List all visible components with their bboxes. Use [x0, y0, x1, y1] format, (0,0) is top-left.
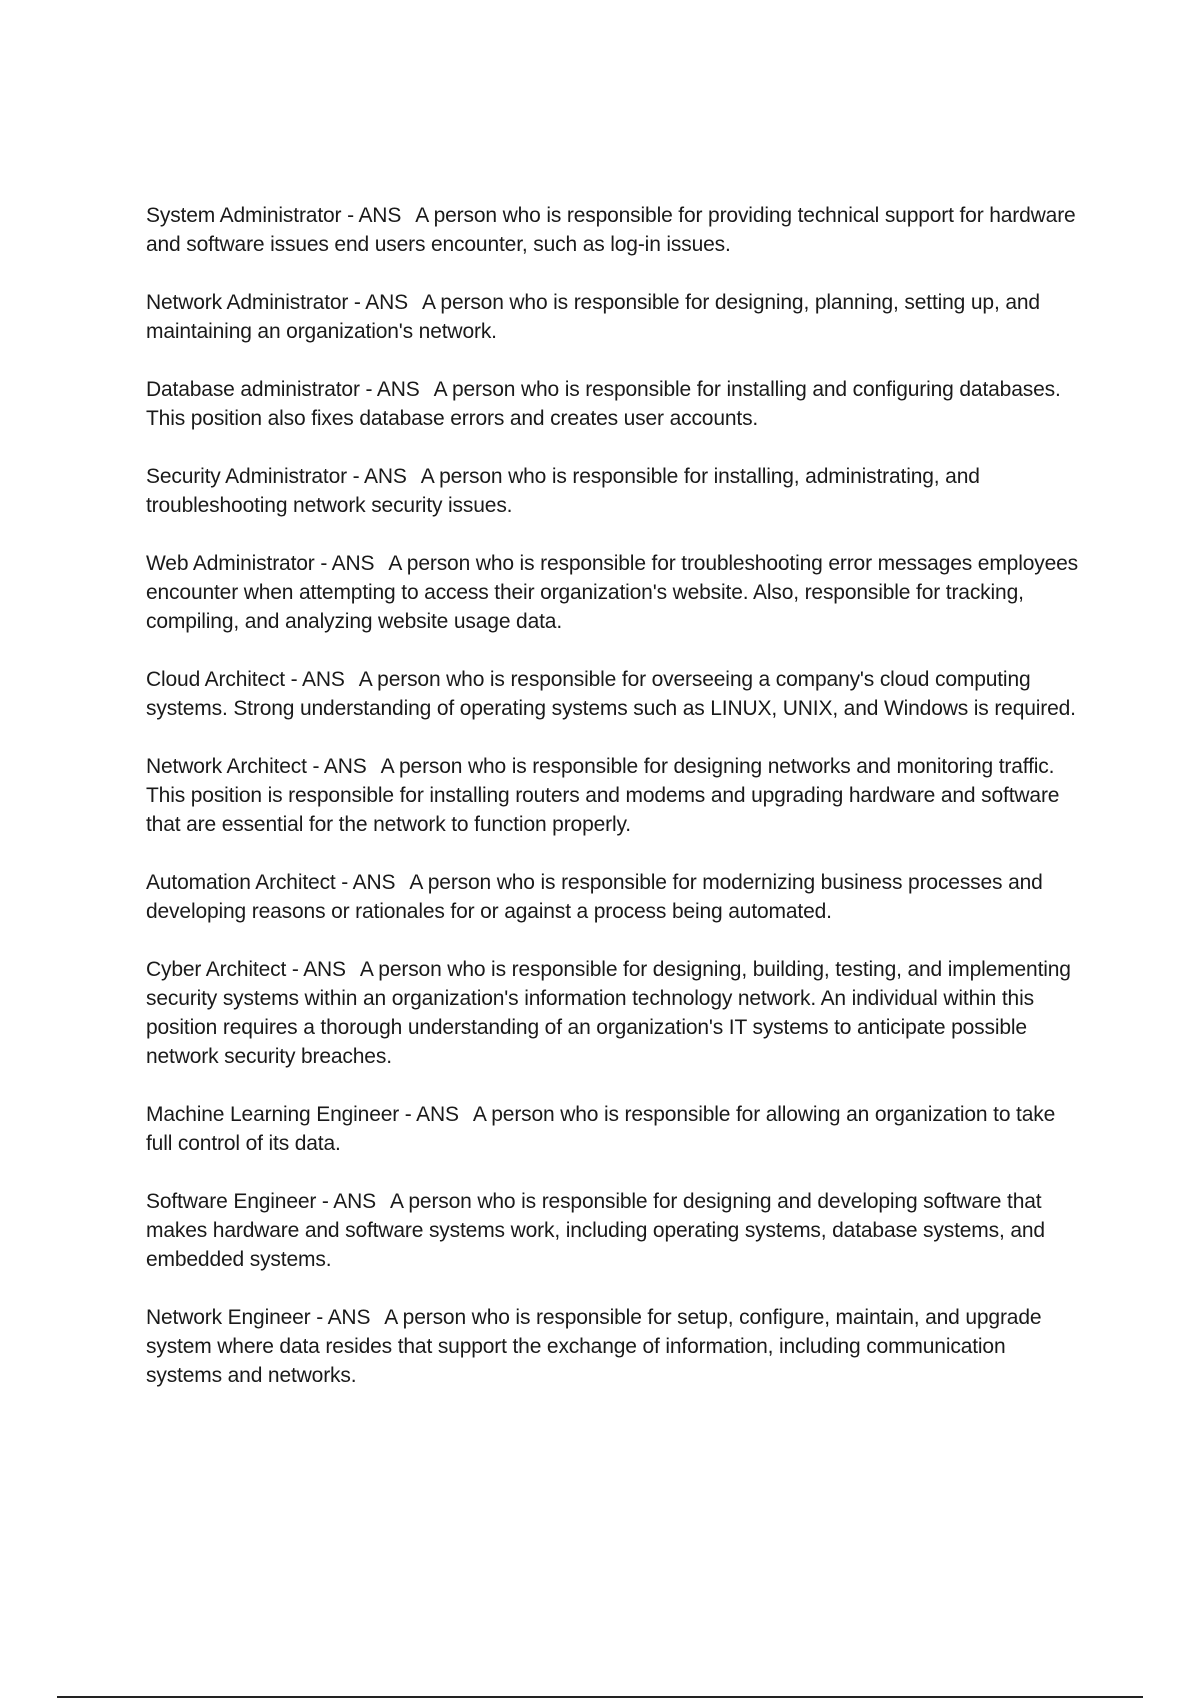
entry-term: Machine Learning Engineer - ANS — [146, 1103, 459, 1126]
entry-cloud-architect — [146, 665, 1086, 723]
entry-definition: A person who is responsible for designing, planning, setting up, and maintaining an organization's network. — [146, 291, 1040, 343]
entry-term: Cyber Architect - ANS — [146, 958, 346, 981]
entry-web-administrator — [146, 549, 1086, 636]
entry-term: Network Engineer - ANS — [146, 1306, 371, 1329]
entry-software-engineer — [146, 1187, 1086, 1274]
entry-definition: A person who is responsible for allowing an organization to take full control of its data. — [146, 1103, 1056, 1155]
entry-automation-architect — [146, 868, 1086, 926]
entry-term: Network Administrator - ANS — [146, 291, 409, 314]
glossary-entries — [146, 201, 1086, 1419]
entry-definition: A person who is responsible for designing, building, testing, and implementing security systems within an organization's information technology network. An individual within this position requires a thorough understanding of an organization's IT systems to anticipate possible network security breaches. — [146, 958, 1071, 1068]
entry-definition: A person who is responsible for designing networks and monitoring traffic. This position is responsible for installing routers and modems and upgrading hardware and software that are essential for the network to function properly. — [146, 755, 1060, 836]
entry-definition: A person who is responsible for installing, administrating, and troubleshooting network security issues. — [146, 465, 980, 517]
entry-security-administrator — [146, 462, 1086, 520]
entry-database-administrator — [146, 375, 1086, 433]
entry-term: Cloud Architect - ANS — [146, 668, 345, 691]
entry-definition: A person who is responsible for installing and configuring databases. This position also fixes database errors and creates user accounts. — [146, 378, 1061, 430]
entry-term: Security Administrator - ANS — [146, 465, 407, 488]
entry-term: Software Engineer - ANS — [146, 1190, 377, 1213]
entry-definition: A person who is responsible for designing and developing software that makes hardware and software systems work, including operating systems, database systems, and embedded systems. — [146, 1190, 1045, 1271]
entry-cyber-architect — [146, 955, 1086, 1071]
entry-definition: A person who is responsible for providing technical support for hardware and software issues end users encounter, such as log-in issues. — [146, 204, 1076, 256]
entry-definition: A person who is responsible for overseeing a company's cloud computing systems. Strong understanding of operating systems such as LINUX, UNIX, and Windows is required. — [146, 668, 1076, 720]
entry-definition: A person who is responsible for troubleshooting error messages employees encounter when attempting to access their organization's website. Also, responsible for tracking, compiling, and analyzing website usage data. — [146, 552, 1078, 633]
entry-system-administrator — [146, 201, 1086, 259]
entry-term: Network Architect - ANS — [146, 755, 367, 778]
entry-network-engineer — [146, 1303, 1086, 1390]
entry-term: Database administrator - ANS — [146, 378, 420, 401]
entry-machine-learning-engineer — [146, 1100, 1086, 1158]
entry-definition: A person who is responsible for modernizing business processes and developing reasons or rationales for or against a process being automated. — [146, 871, 1043, 923]
page-bottom-rule — [57, 1696, 1143, 1698]
entry-term: System Administrator - ANS — [146, 204, 402, 227]
entry-term: Web Administrator - ANS — [146, 552, 375, 575]
entry-term: Automation Architect - ANS — [146, 871, 396, 894]
entry-definition: A person who is responsible for setup, configure, maintain, and upgrade system where data resides that support the exchange of information, including communication systems and networks. — [146, 1306, 1042, 1387]
entry-network-administrator — [146, 288, 1086, 346]
entry-network-architect — [146, 752, 1086, 839]
